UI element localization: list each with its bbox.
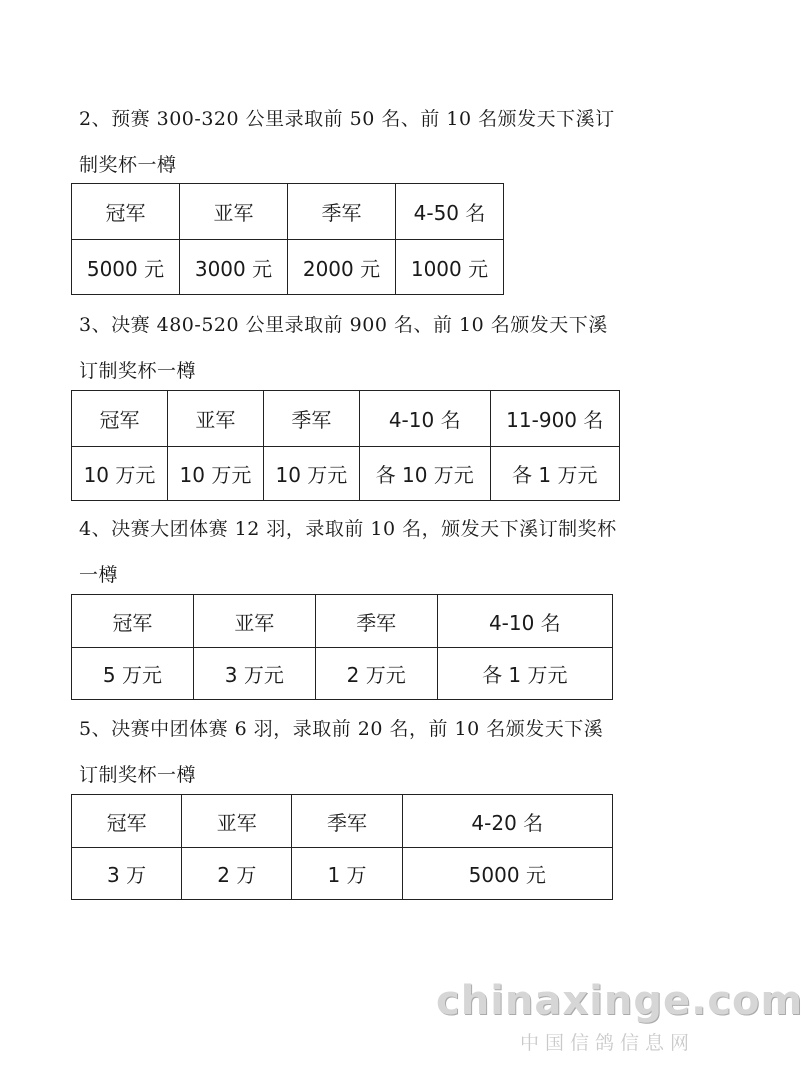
section-3-text: 3、决赛 480-520 公里录取前 900 名、前 10 名颁发天下溪订制奖杯一樽 (79, 314, 608, 382)
table-value-cell: 10 万元 (72, 447, 168, 501)
table-value-cell: 10 万元 (167, 447, 263, 501)
table-header-cell: 冠军 (72, 391, 168, 447)
table-value-cell: 2 万元 (315, 648, 437, 700)
table-value-cell: 3 万 (72, 848, 182, 900)
table-value-cell: 2 万 (182, 848, 292, 900)
section-2-prize-table (71, 183, 504, 295)
table-value-cell: 5000 元 (72, 240, 180, 295)
section-5-prize-table (71, 794, 613, 900)
table-value-cell: 各 10 万元 (359, 447, 490, 501)
table-value-cell: 5 万元 (72, 648, 194, 700)
watermark-domain: chinaxinge.com (436, 978, 803, 1024)
table-value-cell: 3 万元 (193, 648, 315, 700)
table-value-cell: 1 万 (292, 848, 402, 900)
table-header-cell: 冠军 (72, 184, 180, 240)
watermark-site-name: 中国信鸽信息网 (520, 1032, 696, 1054)
table-header-cell: 4-10 名 (437, 595, 612, 648)
table-header-cell: 亚军 (167, 391, 263, 447)
table-header-cell: 11-900 名 (490, 391, 619, 447)
section-3-prize-table (71, 390, 620, 501)
table-value-cell: 3000 元 (180, 240, 288, 295)
table-value-cell: 10 万元 (263, 447, 359, 501)
table-value-cell: 2000 元 (288, 240, 396, 295)
section-4-text: 4、决赛大团体赛 12 羽，录取前 10 名，颁发天下溪订制奖杯一樽 (79, 518, 617, 586)
table-header-cell: 季军 (263, 391, 359, 447)
table-header-cell: 4-20 名 (402, 795, 612, 848)
section-5-text: 5、决赛中团体赛 6 羽，录取前 20 名，前 10 名颁发天下溪订制奖杯一樽 (79, 718, 604, 786)
table-header-cell: 4-10 名 (359, 391, 490, 447)
table-header-cell: 季军 (315, 595, 437, 648)
table-value-cell: 5000 元 (402, 848, 612, 900)
table-header-cell: 冠军 (72, 595, 194, 648)
table-header-cell: 4-50 名 (396, 184, 504, 240)
table-header-cell: 亚军 (180, 184, 288, 240)
table-header-cell: 亚军 (182, 795, 292, 848)
section-2-text: 2、预赛 300-320 公里录取前 50 名、前 10 名颁发天下溪订制奖杯一樽 (79, 108, 615, 176)
table-value-cell: 各 1 万元 (437, 648, 612, 700)
table-header-cell: 冠军 (72, 795, 182, 848)
table-header-cell: 季军 (292, 795, 402, 848)
table-header-cell: 季军 (288, 184, 396, 240)
section-4-prize-table (71, 594, 613, 700)
table-header-cell: 亚军 (193, 595, 315, 648)
table-value-cell: 1000 元 (396, 240, 504, 295)
table-value-cell: 各 1 万元 (490, 447, 619, 501)
